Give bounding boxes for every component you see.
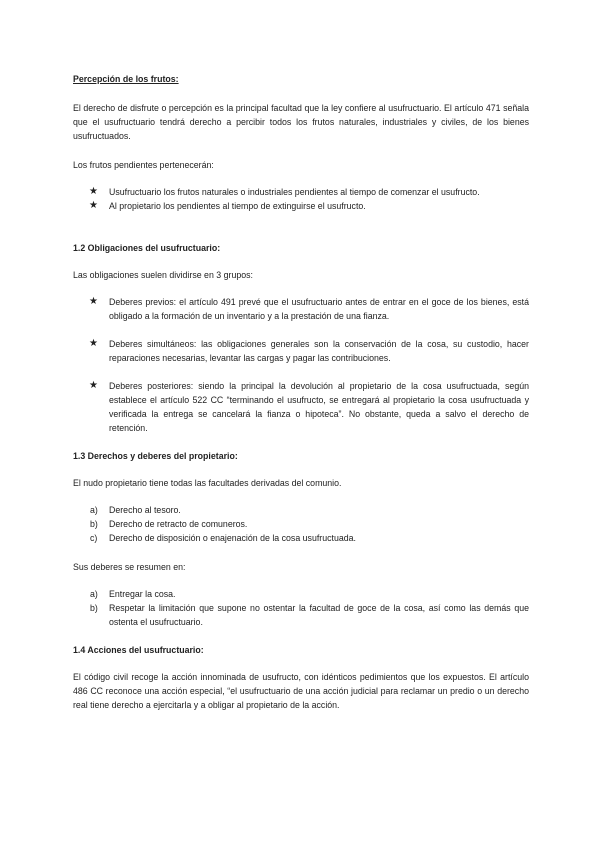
section-heading-obligaciones: 1.2 Obligaciones del usufructuario: [73, 243, 221, 253]
paragraph: Sus deberes se resumen en: [73, 562, 186, 572]
list-item-text: Derecho al tesoro. [109, 505, 181, 515]
list-item [73, 587, 529, 601]
paragraph: El nudo propietario tiene todas las facultades derivadas del comunio. [73, 478, 342, 488]
list-item [73, 379, 529, 435]
list-item-text: Derecho de retracto de comuneros. [109, 519, 248, 529]
star-bullet-icon: ★ [89, 380, 98, 391]
star-bullet-icon: ★ [89, 200, 98, 211]
list-marker: c) [90, 533, 98, 543]
list-item-text: Al propietario los pendientes al tiempo de extinguirse el usufructo. [109, 201, 366, 211]
list-item [73, 517, 529, 531]
paragraph: Las obligaciones suelen dividirse en 3 grupos: [73, 270, 253, 280]
star-bullet-icon: ★ [89, 338, 98, 349]
list-item [73, 185, 529, 199]
section-heading-acciones: 1.4 Acciones del usufructuario: [73, 645, 204, 655]
paragraph: El código civil recoge la acción innominada de usufructo, con idénticos pedimientos que los expuestos. El artículo 486 CC reconoce una acción especial, “el usufructuario de una acción judicial para reclamar un predio o un derecho real tiene derecho a ejercitarla y a obligar al propietario de la acción. [73, 672, 529, 710]
section-heading-percepcion: Percepción de los frutos: [73, 74, 179, 84]
star-bullet-icon: ★ [89, 186, 98, 197]
list-marker: b) [90, 519, 98, 529]
list-item-text: Entregar la cosa. [109, 589, 176, 599]
list-marker: a) [90, 589, 98, 599]
list-item [73, 337, 529, 365]
list-item-text: Derecho de disposición o enajenación de la cosa usufructuada. [109, 533, 356, 543]
star-bullet-icon: ★ [89, 296, 98, 307]
list-item [73, 199, 529, 213]
list-item-text: Deberes simultáneos: las obligaciones generales son la conservación de la cosa, su custodio, hacer reparaciones necesarias, levantar las cargas y pagar las contribuciones. [109, 339, 529, 363]
paragraph: Los frutos pendientes pertenecerán: [73, 160, 214, 170]
list-item [73, 601, 529, 629]
star-list [73, 337, 529, 365]
star-list [73, 379, 529, 435]
list-item [73, 295, 529, 323]
alpha-list [73, 587, 529, 629]
list-item-text: Usufructuario los frutos naturales o industriales pendientes al tiempo de comenzar el usufructo. [109, 187, 480, 197]
list-marker: a) [90, 505, 98, 515]
list-marker: b) [90, 603, 98, 613]
list-item [73, 531, 529, 545]
alpha-list [73, 503, 529, 545]
list-item-text: Deberes posteriores: siendo la principal la devolución al propietario de la cosa usufructuada, según establece el artículo 522 CC “terminando el usufructo, se entregará al propietario la cosa usufructuada y verificada la entrega se cancelará la fianza o hipoteca”. No obstante, queda a salvo el derecho de retención. [109, 381, 529, 433]
section-heading-derechos: 1.3 Derechos y deberes del propietario: [73, 451, 238, 461]
star-list [73, 185, 529, 213]
list-item-text: Respetar la limitación que supone no ostentar la facultad de goce de la cosa, así como las demás que ostenta el usufructuario. [109, 603, 529, 627]
paragraph: El derecho de disfrute o percepción es la principal facultad que la ley confiere al usufructuario. El artículo 471 señala que el usufructuario tendrá derecho a percibir todos los frutos naturales, industriales y civiles, de los bienes usufructuados. [73, 103, 529, 141]
star-list [73, 295, 529, 323]
list-item [73, 503, 529, 517]
list-item-text: Deberes previos: el artículo 491 prevé que el usufructuario antes de entrar en el goce de los bienes, está obligado a la formación de un inventario y a la prestación de una fianza. [109, 297, 529, 321]
